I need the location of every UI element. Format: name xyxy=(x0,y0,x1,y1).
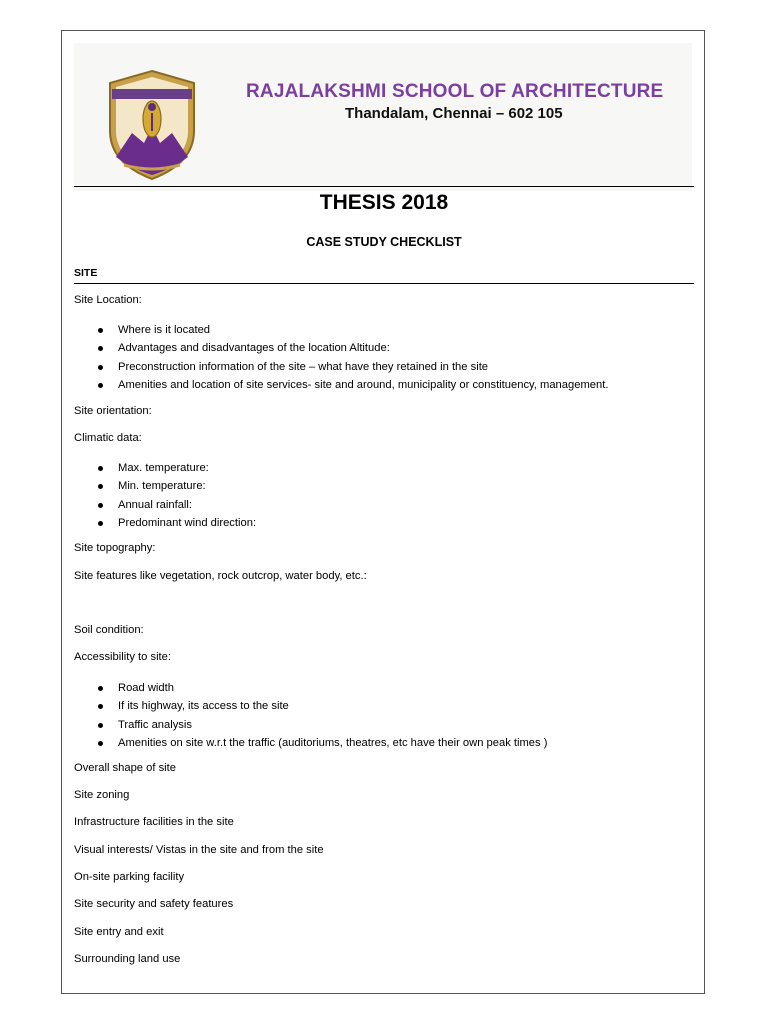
letterhead xyxy=(74,43,692,191)
item-site-topography: Site topography: xyxy=(74,542,156,554)
list-item: Min. temperature: xyxy=(74,477,256,495)
access-bullet-list xyxy=(74,679,547,752)
list-item: Amenities and location of site services- site and around, municipality or constituency, management. xyxy=(74,376,608,394)
section-heading-site: SITE xyxy=(74,267,98,279)
item-overall-shape: Overall shape of site xyxy=(74,762,176,774)
item-infrastructure: Infrastructure facilities in the site xyxy=(74,816,234,828)
header-divider xyxy=(74,186,694,187)
school-crest-icon xyxy=(102,69,202,181)
document-subtitle: CASE STUDY CHECKLIST xyxy=(306,235,462,249)
list-item: Predominant wind direction: xyxy=(74,514,256,532)
list-item: Preconstruction information of the site – what have they retained in the site xyxy=(74,358,608,376)
item-security: Site security and safety features xyxy=(74,898,234,910)
list-item: Amenities on site w.r.t the traffic (auditoriums, theatres, etc have their own peak times ) xyxy=(74,734,547,752)
climate-bullet-list xyxy=(74,459,256,532)
location-bullet-list xyxy=(74,321,608,394)
item-site-location: Site Location: xyxy=(74,294,142,306)
list-item: Max. temperature: xyxy=(74,459,256,477)
list-item: Advantages and disadvantages of the location Altitude: xyxy=(74,339,608,357)
item-entry-exit: Site entry and exit xyxy=(74,926,164,938)
item-site-features: Site features like vegetation, rock outcrop, water body, etc.: xyxy=(74,570,367,582)
item-site-zoning: Site zoning xyxy=(74,789,130,801)
list-item: If its highway, its access to the site xyxy=(74,697,547,715)
document-page xyxy=(61,30,705,994)
list-item: Annual rainfall: xyxy=(74,496,256,514)
item-parking: On-site parking facility xyxy=(74,871,185,883)
list-item: Where is it located xyxy=(74,321,608,339)
list-item: Traffic analysis xyxy=(74,716,547,734)
school-name: RAJALAKSHMI SCHOOL OF ARCHITECTURE xyxy=(246,81,664,102)
document-title: THESIS 2018 xyxy=(319,191,449,214)
school-address: Thandalam, Chennai – 602 105 xyxy=(345,105,563,122)
item-site-orientation: Site orientation: xyxy=(74,405,152,417)
item-visual-interests: Visual interests/ Vistas in the site and from the site xyxy=(74,844,324,856)
item-soil-condition: Soil condition: xyxy=(74,624,144,636)
item-land-use: Surrounding land use xyxy=(74,953,181,965)
item-accessibility: Accessibility to site: xyxy=(74,651,171,663)
item-climatic-data: Climatic data: xyxy=(74,432,142,444)
section-divider xyxy=(74,283,694,284)
list-item: Road width xyxy=(74,679,547,697)
